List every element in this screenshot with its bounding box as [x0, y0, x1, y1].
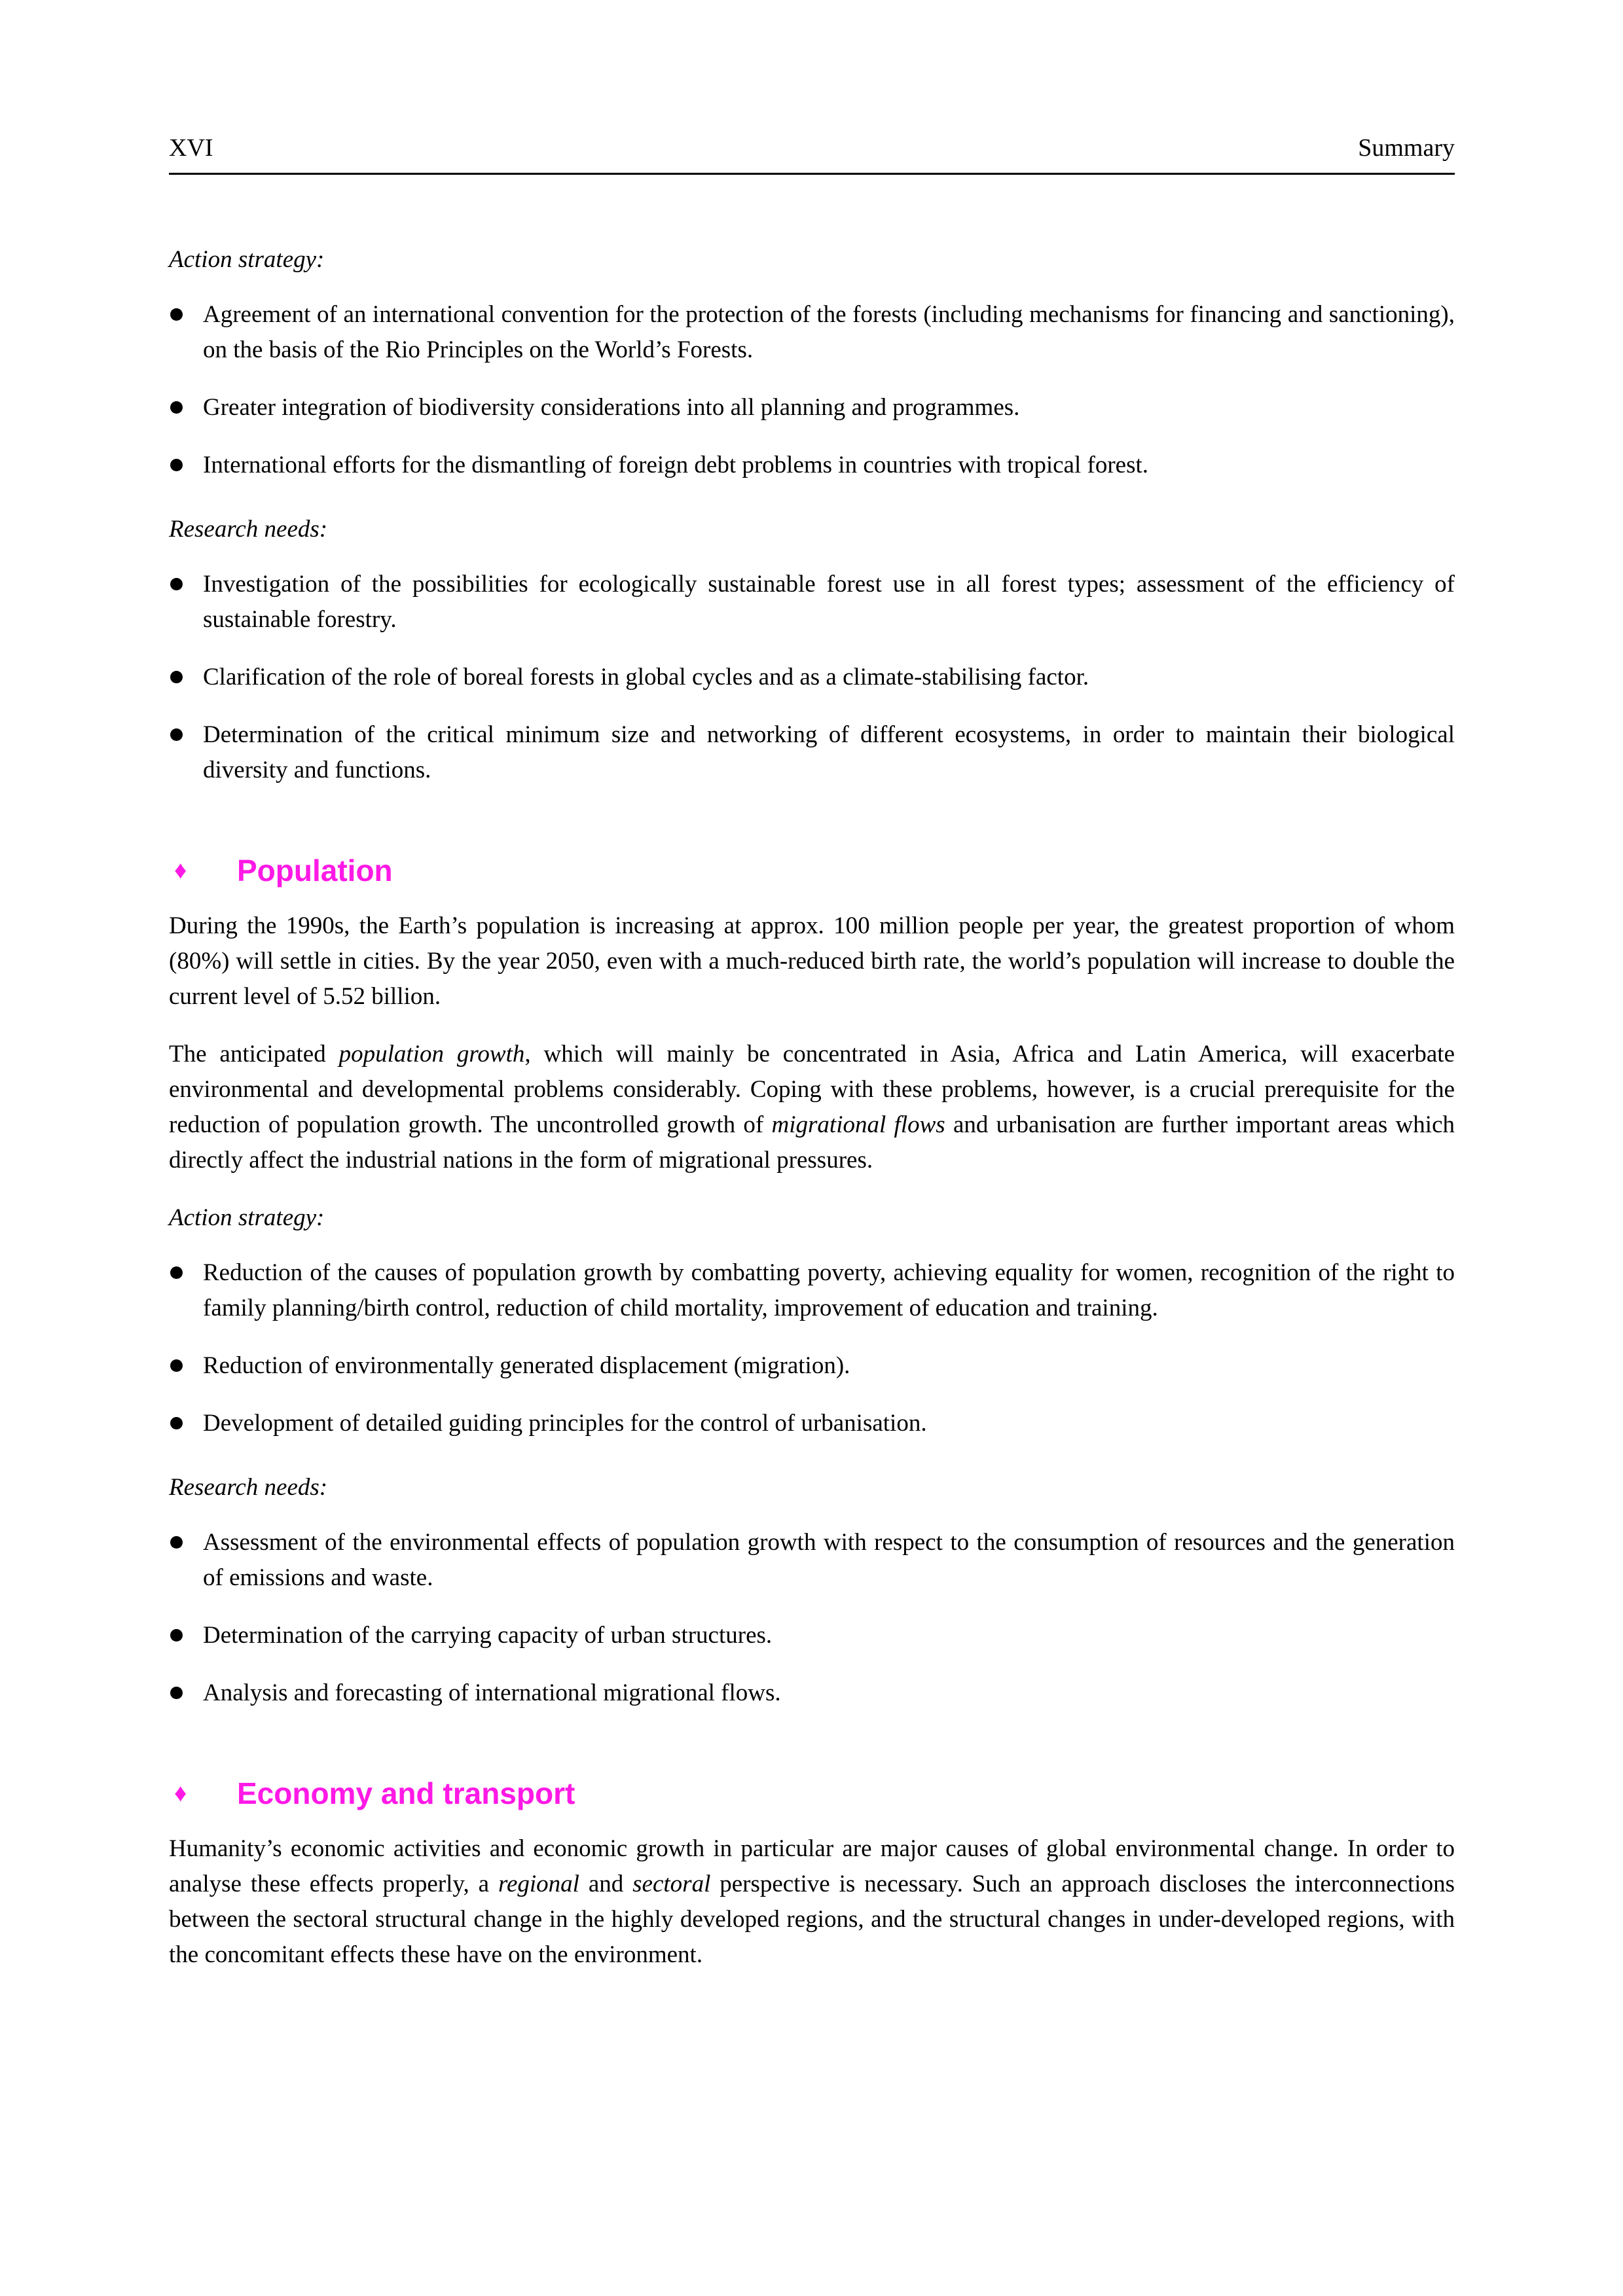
bullet-icon [170, 1536, 183, 1549]
population-heading: ♦ Population [169, 851, 1455, 890]
population-action-list [169, 1255, 1455, 1441]
list-item: Determination of the critical minimum size and networking of different ecosystems, in order to maintain their biological diversity and functions. [169, 717, 1455, 788]
list-item: Assessment of the environmental effects of population growth with respect to the consumption of resources and the generation of emissions and waste. [169, 1525, 1455, 1596]
forests-action-list [169, 297, 1455, 483]
population-research-list [169, 1525, 1455, 1711]
population-action-strategy-label: Action strategy: [169, 1204, 325, 1231]
diamond-icon: ♦ [174, 857, 187, 884]
list-item: Clarification of the role of boreal forests in global cycles and as a climate-stabilising factor. [169, 660, 1455, 695]
bullet-icon [170, 671, 183, 683]
list-item: Determination of the carrying capacity of urban structures. [169, 1618, 1455, 1653]
bullet-icon [170, 401, 183, 414]
list-item: International efforts for the dismantling of foreign debt problems in countries with tropical forest. [169, 448, 1455, 483]
bullet-icon [170, 308, 183, 321]
running-title: Summary [1358, 134, 1455, 162]
economy-paragraph-1: Humanity’s economic activities and economic growth in particular are major causes of global environmental change. In order to analyse these effects properly, a regional and sectoral perspective is necessary. Such an approach discloses the interconnections between the sectoral structural change in the highly developed regions, and the structural changes in under-developed regions, with the concomitant effects these have on the environment. [169, 1835, 1455, 1968]
list-item: Greater integration of biodiversity considerations into all planning and programmes. [169, 390, 1455, 425]
list-item: Agreement of an international convention for the protection of the forests (including mechanisms for financing and sanctioning), on the basis of the Rio Principles on the World’s Forests. [169, 297, 1455, 368]
bullet-icon [170, 1266, 183, 1279]
list-item: Reduction of environmentally generated displacement (migration). [169, 1348, 1455, 1384]
diamond-icon: ♦ [174, 1780, 187, 1807]
bullet-icon [170, 578, 183, 590]
bullet-icon [170, 1629, 183, 1641]
bullet-icon [170, 728, 183, 741]
forests-research-needs-label: Research needs: [169, 516, 328, 543]
page-content [169, 242, 1455, 1995]
list-item: Investigation of the possibilities for ecologically sustainable forest use in all forest types; assessment of the efficiency of sustainable forestry. [169, 567, 1455, 637]
bullet-icon [170, 1417, 183, 1429]
population-paragraph-2: The anticipated population growth, which will mainly be concentrated in Asia, Africa and Latin America, will exacerbate environmental and developmental problems considerably. Coping with these problems, however, is a crucial prerequisite for the reduction of population growth. The uncontrolled growth of migrational flows and urbanisation are further important areas which directly affect the industrial nations in the form of migrational pressures. [169, 1041, 1455, 1174]
bullet-icon [170, 1687, 183, 1699]
forests-research-list [169, 567, 1455, 788]
bullet-icon [170, 1359, 183, 1372]
list-item: Development of detailed guiding principles for the control of urbanisation. [169, 1406, 1455, 1441]
population-research-needs-label: Research needs: [169, 1474, 328, 1501]
economy-heading: ♦ Economy and transport [169, 1774, 1455, 1813]
population-paragraph-1: During the 1990s, the Earth’s population is increasing at approx. 100 million people per year, the greatest proportion of whom (80%) will settle in cities. By the year 2050, even with a much-reduced birth rate, the world’s population will increase to double the current level of 5.52 billion. [169, 912, 1455, 1010]
list-item: Reduction of the causes of population growth by combatting poverty, achieving equality for women, recognition of the right to family planning/birth control, reduction of child mortality, improvement of education and training. [169, 1255, 1455, 1326]
forests-action-strategy-label: Action strategy: [169, 246, 325, 273]
page-number: XVI [169, 134, 213, 162]
running-header [169, 131, 1455, 175]
bullet-icon [170, 459, 183, 471]
list-item: Analysis and forecasting of international migrational flows. [169, 1676, 1455, 1711]
